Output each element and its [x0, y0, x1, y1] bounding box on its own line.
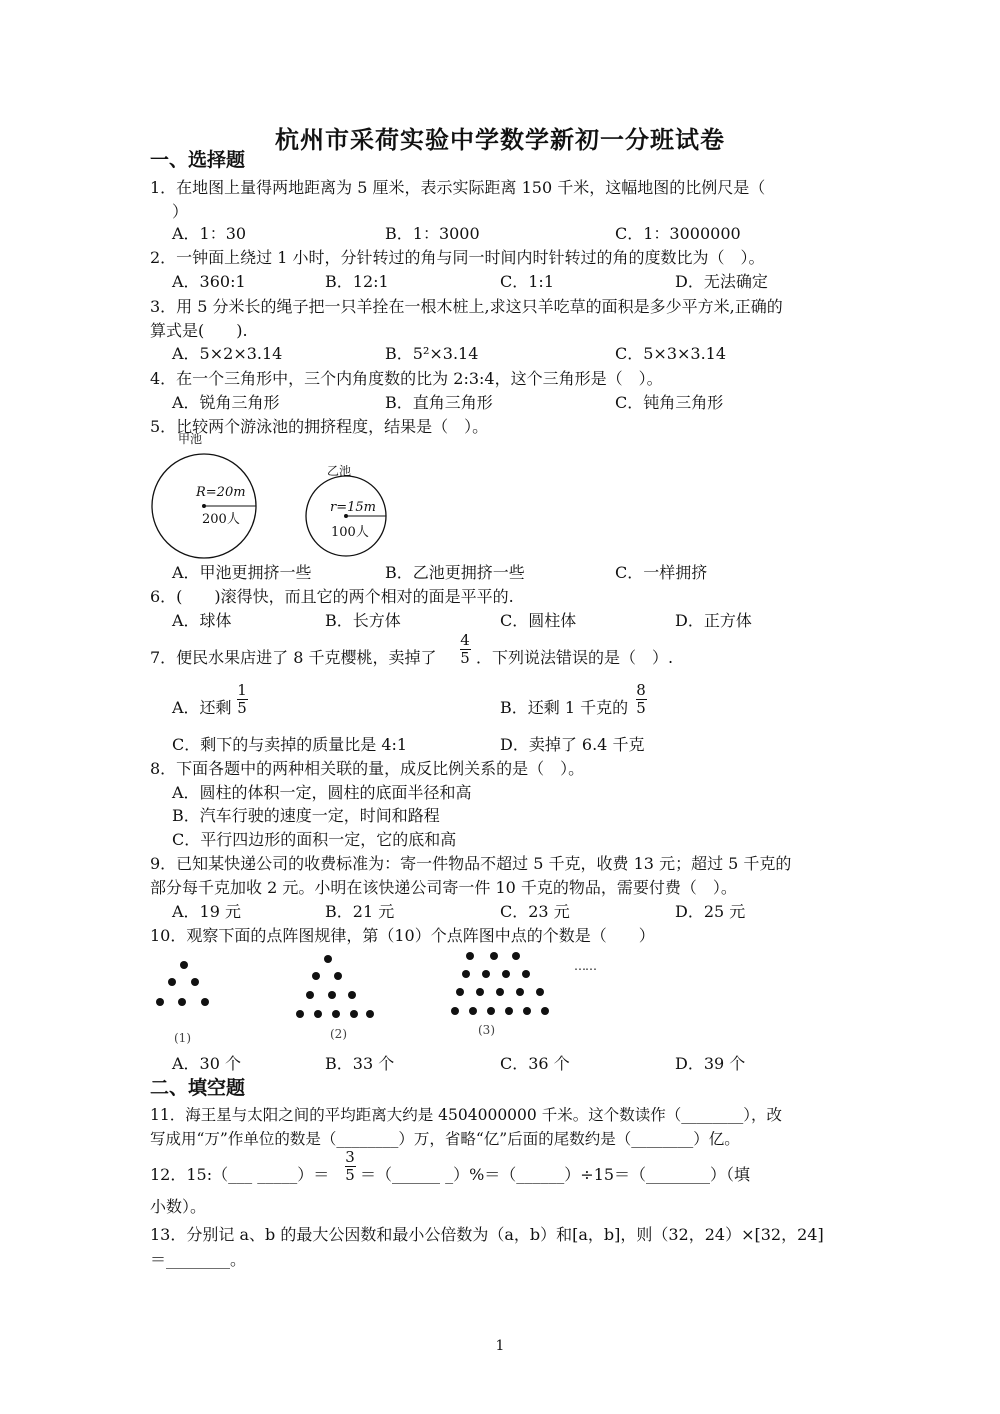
- dot: [314, 1010, 322, 1018]
- q6-option-b[interactable]: B．长方体: [325, 611, 401, 630]
- dot: [496, 988, 504, 996]
- q8-stem: 8．下面各题中的两种相关联的量，成反比例关系的是（ ）。: [150, 759, 585, 778]
- q11-line2: 写成用“万”作单位的数是（________）万，省略“亿”后面的尾数约是（________）亿。: [150, 1130, 740, 1148]
- q12-fraction: [343, 1149, 357, 1184]
- q12-frac-den: 5: [345, 1166, 355, 1184]
- q11-line1: 11．海王星与太阳之间的平均距离大约是 4504000000 千米。这个数读作（________），改: [150, 1106, 782, 1124]
- dot: [476, 988, 484, 996]
- q12-part1: 12．15:（___ _____）＝: [150, 1165, 330, 1184]
- q7-b-den: 5: [636, 699, 646, 717]
- q1-option-c[interactable]: C．1：3000000: [615, 224, 741, 243]
- dot: [334, 972, 342, 980]
- dot: [541, 1007, 549, 1015]
- q3-stem: 3．用 5 分米长的绳子把一只羊拴在一根木桩上,求这只羊吃草的面积是多少平方米,正确的: [150, 297, 783, 316]
- q6-option-a[interactable]: A．球体: [172, 611, 232, 630]
- dot-pattern-figure: [150, 950, 620, 1050]
- dot: [451, 1007, 459, 1015]
- dot: [180, 961, 188, 969]
- q2-option-c[interactable]: C．1:1: [500, 272, 554, 291]
- q7-a-den: 5: [237, 699, 247, 717]
- q8-option-c[interactable]: C．平行四边形的面积一定，它的底和高: [172, 830, 457, 849]
- q7-b-num: 8: [636, 681, 646, 699]
- q10-option-a[interactable]: A．30 个: [172, 1054, 242, 1073]
- dot: [456, 988, 464, 996]
- q5-option-b[interactable]: B．乙池更拥挤一些: [385, 563, 525, 582]
- dot: [516, 988, 524, 996]
- q4-stem: 4．在一个三角形中，三个内角度数的比为 2:3:4，这个三角形是（ ）。: [150, 369, 663, 388]
- dot: [466, 952, 474, 960]
- dot: [350, 1010, 358, 1018]
- q9-option-a[interactable]: A．19 元: [172, 902, 242, 921]
- q7-option-c[interactable]: C．剩下的与卖掉的质量比是 4:1: [172, 735, 408, 754]
- pool-a-label: 甲池: [178, 432, 203, 446]
- dot: [201, 998, 209, 1006]
- dot: [505, 1007, 513, 1015]
- dot-label-1: (1): [174, 1031, 191, 1045]
- dot-ellipsis: ……: [574, 959, 596, 973]
- dot: [462, 970, 470, 978]
- dot: [178, 998, 186, 1006]
- q4-option-b[interactable]: B．直角三角形: [385, 393, 493, 412]
- q13-line2: ＝________。: [150, 1250, 247, 1269]
- q5-stem: 5．比较两个游泳池的拥挤程度，结果是（ ）。: [150, 417, 489, 436]
- dot: [522, 970, 530, 978]
- dot: [306, 991, 314, 999]
- pool-b-people: 100人: [331, 525, 369, 540]
- dot: [348, 991, 356, 999]
- dot: [469, 1007, 477, 1015]
- q7-stem-cont: ．下列说法错误的是（ ）.: [476, 648, 674, 667]
- q3-option-a[interactable]: A．5×2×3.14: [172, 344, 283, 363]
- q9-stem-cont: 部分每千克加收 2 元。小明在该快递公司寄一件 10 千克的物品，需要付费（ ）。: [150, 878, 737, 897]
- dot-label-2: (2): [330, 1027, 347, 1041]
- q10-option-b[interactable]: B．33 个: [325, 1054, 395, 1073]
- q4-option-a[interactable]: A．锐角三角形: [172, 393, 280, 412]
- q8-option-b[interactable]: B．汽车行驶的速度一定，时间和路程: [172, 806, 440, 825]
- q9-stem: 9．已知某快递公司的收费标准为：寄一件物品不超过 5 千克，收费 13 元；超过 5 千克的: [150, 854, 792, 873]
- q9-option-b[interactable]: B．21 元: [325, 902, 395, 921]
- q7-frac-num: 4: [460, 631, 470, 649]
- dot: [328, 991, 336, 999]
- q12-line2: 小数）。: [150, 1197, 207, 1216]
- pool-a-radius-label: R=20m: [196, 485, 246, 500]
- q1-option-a[interactable]: A．1：30: [172, 224, 247, 243]
- page-number: 1: [495, 1338, 505, 1354]
- q7-option-a[interactable]: A．还剩: [172, 698, 232, 717]
- q4-option-c[interactable]: C．钝角三角形: [615, 393, 724, 412]
- q10-stem: 10．观察下面的点阵图规律，第（10）个点阵图中点的个数是（ ）: [150, 926, 655, 945]
- q12-frac-num: 3: [345, 1148, 355, 1166]
- q2-option-d[interactable]: D．无法确定: [675, 272, 768, 291]
- dot: [487, 1007, 495, 1015]
- q7-b-fraction: [634, 682, 648, 717]
- section-heading-fill: 二、填空题: [150, 1077, 246, 1099]
- dot-label-3: (3): [478, 1023, 495, 1037]
- dot: [512, 952, 520, 960]
- section-heading-choice: 一、选择题: [150, 149, 246, 171]
- q5-option-c[interactable]: C．一样拥挤: [615, 563, 708, 582]
- dot: [191, 978, 199, 986]
- dot: [156, 998, 164, 1006]
- q2-stem: 2．一钟面上绕过 1 小时，分针转过的角与同一时间内时针转过的角的度数比为（ ）。: [150, 248, 765, 267]
- dot: [536, 988, 544, 996]
- q3-option-c[interactable]: C．5×3×3.14: [615, 344, 727, 363]
- q6-option-d[interactable]: D．正方体: [675, 611, 752, 630]
- q1-stem-cont: ）: [172, 202, 189, 221]
- q3-option-b[interactable]: B．5²×3.14: [385, 344, 479, 363]
- q7-option-b[interactable]: B．还剩 1 千克的: [500, 698, 629, 717]
- dot: [296, 1010, 304, 1018]
- dot: [490, 952, 498, 960]
- q6-stem: 6．( )滚得快，而且它的两个相对的面是平平的.: [150, 587, 514, 606]
- dot: [168, 978, 176, 986]
- q7-fraction: [458, 632, 472, 667]
- dot: [482, 970, 490, 978]
- q5-option-a[interactable]: A．甲池更拥挤一些: [172, 563, 312, 582]
- dot: [523, 1007, 531, 1015]
- pool-a-center: [202, 504, 206, 508]
- q9-option-d[interactable]: D．25 元: [675, 902, 746, 921]
- q1-option-b[interactable]: B．1：3000: [385, 224, 480, 243]
- dot: [332, 1010, 340, 1018]
- q7-stem: 7．便民水果店进了 8 千克樱桃，卖掉了: [150, 648, 437, 667]
- q2-option-a[interactable]: A．360:1: [172, 272, 246, 291]
- q7-a-num: 1: [237, 681, 247, 699]
- q10-option-d[interactable]: D．39 个: [675, 1054, 746, 1073]
- pool-b-radius-label: r=15m: [330, 500, 376, 515]
- dot: [312, 972, 320, 980]
- q13-line1: 13．分别记 a、b 的最大公因数和最小公倍数为（a，b）和[a，b]，则（32，24）×[32，24]: [150, 1225, 824, 1244]
- q6-option-c[interactable]: C．圆柱体: [500, 611, 577, 630]
- q9-option-c[interactable]: C．23 元: [500, 902, 570, 921]
- q3-stem-cont: 算式是( ).: [150, 321, 248, 340]
- q8-option-a[interactable]: A．圆柱的体积一定，圆柱的底面半径和高: [172, 783, 472, 802]
- q7-a-fraction: [235, 682, 249, 717]
- page-title: 杭州市采荷实验中学数学新初一分班试卷: [275, 126, 725, 154]
- q7-frac-den: 5: [460, 649, 470, 667]
- dot: [502, 970, 510, 978]
- q2-option-b[interactable]: B．12:1: [325, 272, 389, 291]
- dot: [366, 1010, 374, 1018]
- pool-a-people: 200人: [202, 512, 240, 527]
- q12-part2: ＝（______ _）%＝（______）÷15＝（________）（填: [360, 1165, 751, 1184]
- pool-b-label: 乙池: [327, 464, 352, 478]
- q1-stem: 1．在地图上量得两地距离为 5 厘米，表示实际距离 150 千米，这幅地图的比例尺是（: [150, 178, 766, 197]
- dot: [324, 955, 332, 963]
- q10-option-c[interactable]: C．36 个: [500, 1054, 570, 1073]
- q7-option-d[interactable]: D．卖掉了 6.4 千克: [500, 735, 645, 754]
